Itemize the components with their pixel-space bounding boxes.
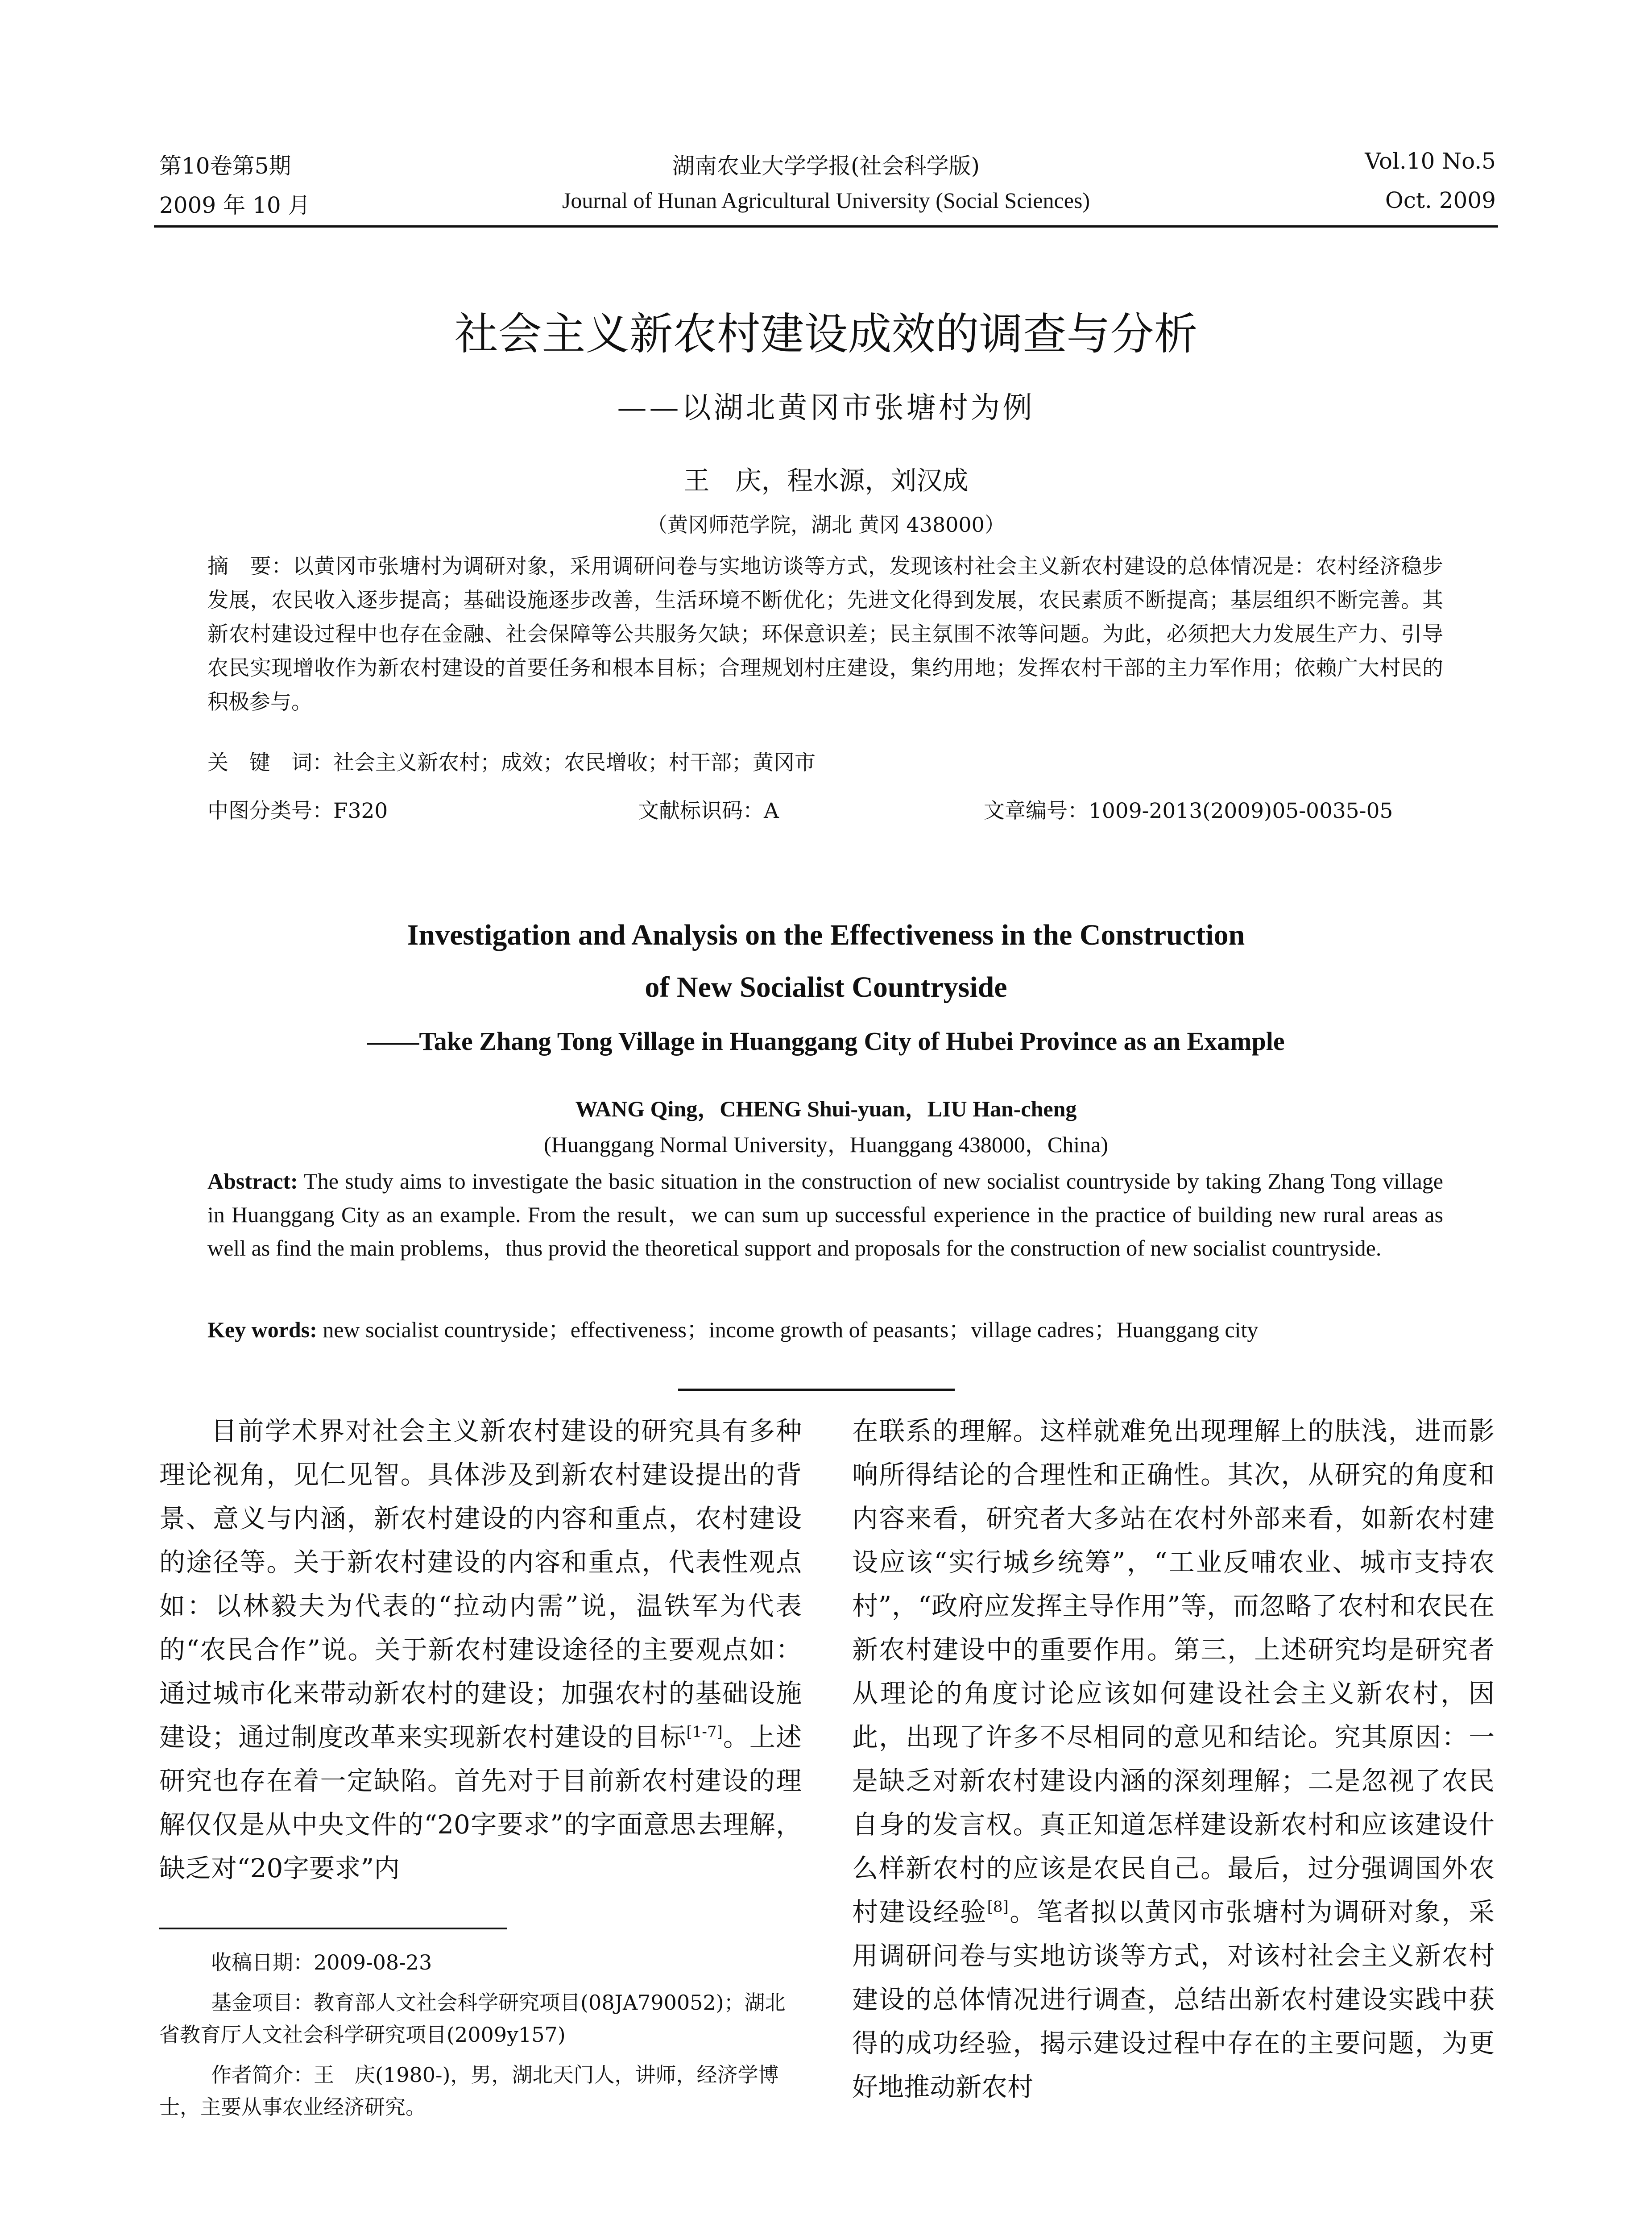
doc-code-value: A <box>764 799 779 823</box>
document-code <box>638 794 779 824</box>
affiliation-en: (Huanggang Normal University，Huanggang 438000，China) <box>543 1132 1109 1157</box>
publication-date-cn: 2009 年 10 月 <box>159 192 311 218</box>
keywords-en <box>207 1312 1258 1344</box>
abstract-text-cn: 以黄冈市张塘村为调研对象，采用调研问卷与实地访谈等方式，发现该村社会主义新农村建设的总体情况是：农村经济稳步发展，农民收入逐步提高；基础设施逐步改善，生活环境不断优化；先进文化得到发展，农民素质不断提高；基层组织不断完善。其新农村建设过程中也存在金融、社会保障等公共服务欠缺；环保意识差；民主氛围不浓等问题。为此，必须把大力发展生产力、引导农民实现增收作为新农村建设的首要任务和根本目标；合理规划村庄建设，集约用地；发挥农村干部的主力军作用；依赖广大村民的积极参与。 <box>207 554 1444 714</box>
received-date: 2009-08-23 <box>314 1950 432 1974</box>
article-no-value: 1009-2013(2009)05-0035-05 <box>1089 799 1393 823</box>
abstract-cn <box>207 550 1443 719</box>
body-right-text-1: 在联系的理解。这样就难免出现理解上的肤浅，进而影响所得结论的合理性和正确性。其次，从研究的角度和内容来看，研究者大多站在农村外部来看，如新农村建设应该“实行城乡统筹”，“工业反哺农业、城市支持农村”，“政府应发挥主导作用”等，而忽略了农村和农民在新农村建设中的重要作用。第三，上述研究均是研究者从理论的角度讨论应该如何建设社会主义新农村，因此，出现了许多不尽相同的意见和结论。究其原因：一是缺乏对新农村建设内涵的深刻理解；二是忽视了农民自身的发言权。真正知道怎样建设新农村和应该建设什么样新农村的应该是农民自己。最后，过分强调国外农村建设经验 <box>852 1416 1495 1927</box>
abstract-en <box>207 1165 1443 1265</box>
citation-ref: [8] <box>987 1898 1009 1916</box>
article-title-en-line2: of New Socialist Countryside <box>645 971 1007 1004</box>
received-label: 收稿日期： <box>211 1950 314 1974</box>
keywords-label-en: Key words: <box>207 1317 317 1342</box>
clc-label: 中图分类号： <box>207 799 333 823</box>
body-column-right <box>852 1409 1495 2109</box>
publication-date-en: Oct. 2009 <box>1385 187 1496 213</box>
article-subtitle-en: ——Take Zhang Tong Village in Huanggang City of Hubei Province as an Example <box>367 1027 1285 1056</box>
section-divider <box>678 1389 955 1391</box>
clc-value: F320 <box>333 799 388 823</box>
author-bio-text: 王 庆(1980-)，男，湖北天门人，讲师，经济学博士，主要从事农业经济研究。 <box>159 2063 779 2119</box>
volume-issue: 第10卷第5期 <box>159 153 291 179</box>
fund-label: 基金项目： <box>211 1990 314 2015</box>
keywords-cn <box>207 746 816 776</box>
journal-title-en: Journal of Hunan Agricultural University (Social Sciences) <box>562 188 1090 213</box>
keywords-text-en: new socialist countryside；effectiveness；income growth of peasants；village cadres；Huanggang city <box>317 1317 1259 1342</box>
article-title-cn: 社会主义新农村建设成效的调查与分析 <box>454 309 1198 360</box>
footnote-received <box>159 1946 802 1978</box>
keywords-label-cn: 关 键 词： <box>207 751 333 775</box>
body-right-text-2: 。笔者拟以黄冈市张塘村为调研对象，采用调研问卷与实地访谈等方式，对该村社会主义新农村建设的总体情况进行调查，总结出新农村建设实践中获得的成功经验，揭示建设过程中存在的主要问题，为更好地推动新农村 <box>852 1897 1495 2102</box>
body-column-left <box>159 1409 802 1890</box>
abstract-text-en: The study aims to investigate the basic situation in the construction of new socialist countryside by taking Zhang Tong village in Huanggang City as an example. From the result，we can sum up successful experience in the practice of building new rural areas as well as find the main problems，thus provid the theoretical support and proposals for the construction of new socialist countryside. <box>207 1169 1443 1261</box>
article-number <box>984 794 1393 824</box>
citation-ref: [1-7] <box>686 1723 723 1741</box>
header-rule <box>154 225 1498 228</box>
body-left-text-2: 。上述研究也存在着一定缺陷。首先对于目前新农村建设的理解仅仅是从中央文件的“20字要求”的字面意思去理解，缺乏对“20字要求”内 <box>159 1722 802 1883</box>
footnote-fund <box>159 1986 802 2051</box>
keywords-text-cn: 社会主义新农村；成效；农民增收；村干部；黄冈市 <box>333 751 816 775</box>
article-title-en-line1: Investigation and Analysis on the Effectiveness in the Construction <box>407 919 1245 951</box>
doc-code-label: 文献标识码： <box>638 799 764 823</box>
body-left-text-1: 目前学术界对社会主义新农村建设的研究具有多种理论视角，见仁见智。具体涉及到新农村建设提出的背景、意义与内涵，新农村建设的内容和重点，农村建设的途径等。关于新农村建设的内容和重点，代表性观点如：以林毅夫为代表的“拉动内需”说，温铁军为代表的“农民合作”说。关于新农村建设途径的主要观点如：通过城市化来带动新农村的建设；加强农村的基础设施建设；通过制度改革来实现新农村建设的目标 <box>159 1416 802 1752</box>
volume-number-en: Vol.10 No.5 <box>1365 148 1496 174</box>
article-subtitle-cn: ——以湖北黄冈市张塘村为例 <box>617 390 1035 425</box>
affiliation-cn: （黄冈师范学院，湖北 黄冈 438000） <box>647 513 1005 537</box>
authors-cn: 王 庆，程水源，刘汉成 <box>683 465 969 496</box>
author-bio-label: 作者简介： <box>211 2063 314 2087</box>
article-no-label: 文章编号： <box>984 799 1089 823</box>
journal-title-cn: 湖南农业大学学报(社会科学版) <box>672 153 980 179</box>
abstract-label-en: Abstract: <box>207 1169 298 1194</box>
footnote-author <box>159 2059 802 2123</box>
abstract-label-cn: 摘 要： <box>207 554 293 579</box>
footnote-rule <box>159 1928 507 1929</box>
clc-number <box>207 794 388 824</box>
fund-text: 教育部人文社会科学研究项目(08JA790052)；湖北省教育厅人文社会科学研究项目(2009y157) <box>159 1990 786 2047</box>
authors-en: WANG Qing，CHENG Shui-yuan，LIU Han-cheng <box>575 1096 1077 1121</box>
